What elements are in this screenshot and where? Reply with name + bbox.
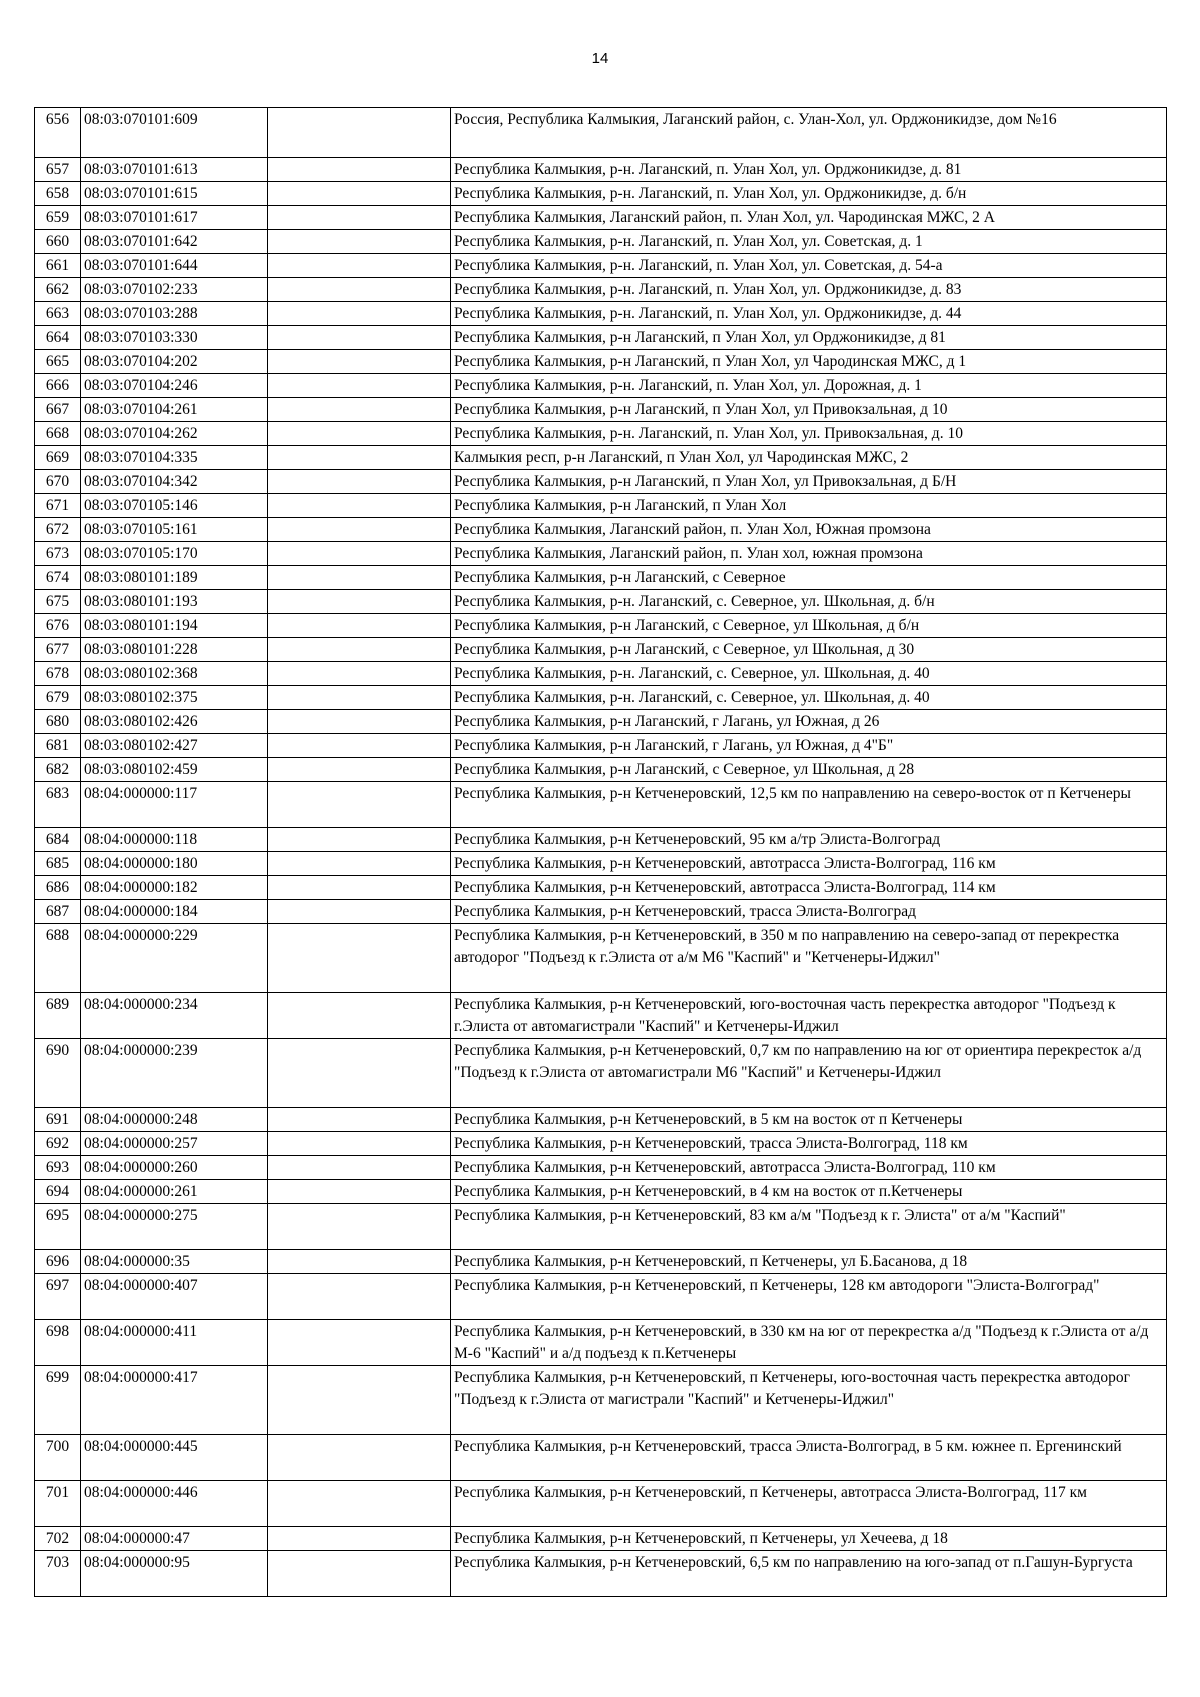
row-number-cell: 684 <box>35 828 81 852</box>
table-row <box>35 374 1167 398</box>
table-row <box>35 158 1167 182</box>
table-row <box>35 446 1167 470</box>
address-cell: Республика Калмыкия, р-н. Лаганский, с. Северное, ул. Школьная, д. б/н <box>451 590 1167 614</box>
cadastral-number-cell: 08:03:070104:202 <box>81 350 268 374</box>
table-row <box>35 686 1167 710</box>
cadastral-number-cell: 08:03:070101:615 <box>81 182 268 206</box>
cadastral-number-cell: 08:03:080102:426 <box>81 710 268 734</box>
address-cell: Республика Калмыкия, р-н Лаганский, п Улан Хол, ул Орджоникидзе, д 81 <box>451 326 1167 350</box>
row-number-cell: 683 <box>35 782 81 828</box>
address-cell: Республика Калмыкия, р-н Кетченеровский, п Кетченеры, ул Б.Басанова, д 18 <box>451 1250 1167 1274</box>
table-row <box>35 1274 1167 1320</box>
address-cell: Республика Калмыкия, р-н Кетченеровский, трасса Элиста-Волгоград <box>451 900 1167 924</box>
row-number-cell: 688 <box>35 924 81 993</box>
cadastral-number-cell: 08:04:000000:180 <box>81 852 268 876</box>
empty-cell <box>268 876 451 900</box>
table-row <box>35 1039 1167 1108</box>
table-row <box>35 852 1167 876</box>
cadastral-number-cell: 08:04:000000:445 <box>81 1435 268 1481</box>
cadastral-number-cell: 08:03:080102:459 <box>81 758 268 782</box>
table-row <box>35 326 1167 350</box>
empty-cell <box>268 326 451 350</box>
row-number-cell: 686 <box>35 876 81 900</box>
table-row <box>35 828 1167 852</box>
row-number-cell: 663 <box>35 302 81 326</box>
row-number-cell: 703 <box>35 1551 81 1597</box>
row-number-cell: 689 <box>35 993 81 1039</box>
cadastral-number-cell: 08:03:080102:368 <box>81 662 268 686</box>
table-row <box>35 398 1167 422</box>
cadastral-number-cell: 08:03:070105:161 <box>81 518 268 542</box>
address-cell: Республика Калмыкия, р-н. Лаганский, п. Улан Хол, ул. Орджоникидзе, д. б/н <box>451 182 1167 206</box>
empty-cell <box>268 1108 451 1132</box>
row-number-cell: 657 <box>35 158 81 182</box>
cadastral-number-cell: 08:03:070105:146 <box>81 494 268 518</box>
empty-cell <box>268 350 451 374</box>
table-row <box>35 1435 1167 1481</box>
table-row <box>35 876 1167 900</box>
address-cell: Республика Калмыкия, р-н. Лаганский, с. Северное, ул. Школьная, д. 40 <box>451 662 1167 686</box>
cadastral-number-cell: 08:03:080101:194 <box>81 614 268 638</box>
address-cell: Республика Калмыкия, Лаганский район, п. Улан хол, южная промзона <box>451 542 1167 566</box>
address-cell: Республика Калмыкия, р-н Кетченеровский, п Кетченеры, 128 км автодороги "Элиста-Волгоград" <box>451 1274 1167 1320</box>
empty-cell <box>268 734 451 758</box>
address-cell: Республика Калмыкия, р-н Лаганский, с Северное, ул Школьная, д 30 <box>451 638 1167 662</box>
cadastral-number-cell: 08:03:070101:644 <box>81 254 268 278</box>
row-number-cell: 675 <box>35 590 81 614</box>
cadastral-number-cell: 08:04:000000:417 <box>81 1366 268 1435</box>
empty-cell <box>268 108 451 158</box>
cadastral-number-cell: 08:03:080101:189 <box>81 566 268 590</box>
empty-cell <box>268 542 451 566</box>
table-row <box>35 590 1167 614</box>
row-number-cell: 702 <box>35 1527 81 1551</box>
address-cell: Республика Калмыкия, р-н Кетченеровский, 6,5 км по направлению на юго-запад от п.Гашун-Бургуста <box>451 1551 1167 1597</box>
cadastral-number-cell: 08:04:000000:35 <box>81 1250 268 1274</box>
row-number-cell: 691 <box>35 1108 81 1132</box>
cadastral-number-cell: 08:04:000000:229 <box>81 924 268 993</box>
address-cell: Калмыкия респ, р-н Лаганский, п Улан Хол, ул Чародинская МЖС, 2 <box>451 446 1167 470</box>
empty-cell <box>268 1527 451 1551</box>
table-row <box>35 638 1167 662</box>
table-row <box>35 1180 1167 1204</box>
row-number-cell: 679 <box>35 686 81 710</box>
empty-cell <box>268 1320 451 1366</box>
cadastral-number-cell: 08:03:070104:342 <box>81 470 268 494</box>
row-number-cell: 672 <box>35 518 81 542</box>
cadastral-number-cell: 08:03:080101:193 <box>81 590 268 614</box>
row-number-cell: 700 <box>35 1435 81 1481</box>
table-row <box>35 518 1167 542</box>
cadastral-number-cell: 08:03:070105:170 <box>81 542 268 566</box>
cadastral-number-cell: 08:04:000000:275 <box>81 1204 268 1250</box>
table-row <box>35 614 1167 638</box>
cadastral-number-cell: 08:03:070104:262 <box>81 422 268 446</box>
empty-cell <box>268 662 451 686</box>
table-row <box>35 782 1167 828</box>
address-cell: Республика Калмыкия, р-н Кетченеровский, п Кетченеры, ул Хечеева, д 18 <box>451 1527 1167 1551</box>
row-number-cell: 701 <box>35 1481 81 1527</box>
cadastral-number-cell: 08:03:070104:335 <box>81 446 268 470</box>
cadastral-number-cell: 08:03:070103:288 <box>81 302 268 326</box>
empty-cell <box>268 254 451 278</box>
address-cell: Республика Калмыкия, р-н Кетченеровский, п Кетченеры, автотрасса Элиста-Волгоград, 117 км <box>451 1481 1167 1527</box>
empty-cell <box>268 422 451 446</box>
row-number-cell: 680 <box>35 710 81 734</box>
table-row <box>35 182 1167 206</box>
cadastral-number-cell: 08:03:070104:261 <box>81 398 268 422</box>
address-cell: Республика Калмыкия, р-н Лаганский, п Улан Хол, ул Привокзальная, д Б/Н <box>451 470 1167 494</box>
address-cell: Республика Калмыкия, р-н Лаганский, г Лагань, ул Южная, д 4"Б" <box>451 734 1167 758</box>
address-cell: Республика Калмыкия, р-н Кетченеровский, юго-восточная часть перекрестка автодорог "Подъезд к г.Элиста от автомагистрали "Каспий" и Кетченеры-Иджил <box>451 993 1167 1039</box>
row-number-cell: 662 <box>35 278 81 302</box>
table-row <box>35 1204 1167 1250</box>
row-number-cell: 685 <box>35 852 81 876</box>
table-row <box>35 1481 1167 1527</box>
empty-cell <box>268 446 451 470</box>
address-cell: Республика Калмыкия, р-н. Лаганский, п. Улан Хол, ул. Советская, д. 1 <box>451 230 1167 254</box>
row-number-cell: 687 <box>35 900 81 924</box>
row-number-cell: 666 <box>35 374 81 398</box>
cadastral-number-cell: 08:03:070101:642 <box>81 230 268 254</box>
row-number-cell: 670 <box>35 470 81 494</box>
row-number-cell: 660 <box>35 230 81 254</box>
address-cell: Республика Калмыкия, р-н Кетченеровский, п Кетченеры, юго-восточная часть перекрестка автодорог "Подъезд к г.Элиста от магистрали "Каспий" и Кетченеры-Иджил" <box>451 1366 1167 1435</box>
table-row <box>35 494 1167 518</box>
empty-cell <box>268 230 451 254</box>
table-row <box>35 924 1167 993</box>
table-row <box>35 993 1167 1039</box>
empty-cell <box>268 1204 451 1250</box>
row-number-cell: 665 <box>35 350 81 374</box>
address-cell: Республика Калмыкия, р-н Кетченеровский, трасса Элиста-Волгоград, 118 км <box>451 1132 1167 1156</box>
empty-cell <box>268 1132 451 1156</box>
address-cell: Республика Калмыкия, Лаганский район, п. Улан Хол, ул. Чародинская МЖС, 2 А <box>451 206 1167 230</box>
address-cell: Республика Калмыкия, р-н Кетченеровский, 95 км а/тр Элиста-Волгоград <box>451 828 1167 852</box>
address-cell: Республика Калмыкия, р-н Кетченеровский, в 4 км на восток от п.Кетченеры <box>451 1180 1167 1204</box>
table-row <box>35 230 1167 254</box>
address-cell: Республика Калмыкия, р-н. Лаганский, п. Улан Хол, ул. Орджоникидзе, д. 83 <box>451 278 1167 302</box>
address-cell: Республика Калмыкия, р-н Кетченеровский, автотрасса Элиста-Волгоград, 110 км <box>451 1156 1167 1180</box>
empty-cell <box>268 374 451 398</box>
address-cell: Республика Калмыкия, р-н. Лаганский, п. Улан Хол, ул. Дорожная, д. 1 <box>451 374 1167 398</box>
empty-cell <box>268 158 451 182</box>
cadastral-number-cell: 08:03:080102:427 <box>81 734 268 758</box>
cadastral-number-cell: 08:04:000000:260 <box>81 1156 268 1180</box>
cadastral-number-cell: 08:03:070101:617 <box>81 206 268 230</box>
empty-cell <box>268 1156 451 1180</box>
empty-cell <box>268 1274 451 1320</box>
cadastral-number-cell: 08:03:070102:233 <box>81 278 268 302</box>
cadastral-number-cell: 08:04:000000:184 <box>81 900 268 924</box>
address-cell: Республика Калмыкия, р-н Лаганский, г Лагань, ул Южная, д 26 <box>451 710 1167 734</box>
empty-cell <box>268 638 451 662</box>
table-row <box>35 1527 1167 1551</box>
address-cell: Республика Калмыкия, р-н Кетченеровский, в 330 км на юг от перекрестка а/д "Подъезд к г.Элиста от а/д М-6 "Каспий" и а/д подъезд к п.Кетченеры <box>451 1320 1167 1366</box>
empty-cell <box>268 686 451 710</box>
empty-cell <box>268 852 451 876</box>
address-cell: Республика Калмыкия, р-н. Лаганский, с. Северное, ул. Школьная, д. 40 <box>451 686 1167 710</box>
empty-cell <box>268 1366 451 1435</box>
address-cell: Республика Калмыкия, р-н Кетченеровский, трасса Элиста-Волгоград, в 5 км. южнее п. Ергенинский <box>451 1435 1167 1481</box>
row-number-cell: 671 <box>35 494 81 518</box>
empty-cell <box>268 398 451 422</box>
row-number-cell: 656 <box>35 108 81 158</box>
cadastral-number-cell: 08:04:000000:95 <box>81 1551 268 1597</box>
cadastral-number-cell: 08:04:000000:239 <box>81 1039 268 1108</box>
table-row <box>35 350 1167 374</box>
row-number-cell: 697 <box>35 1274 81 1320</box>
address-cell: Республика Калмыкия, р-н Лаганский, с Северное, ул Школьная, д 28 <box>451 758 1167 782</box>
table-row <box>35 422 1167 446</box>
empty-cell <box>268 206 451 230</box>
table-row <box>35 1320 1167 1366</box>
row-number-cell: 682 <box>35 758 81 782</box>
table-row <box>35 758 1167 782</box>
empty-cell <box>268 1250 451 1274</box>
row-number-cell: 699 <box>35 1366 81 1435</box>
cadastral-number-cell: 08:03:070103:330 <box>81 326 268 350</box>
address-cell: Республика Калмыкия, р-н Кетченеровский, 12,5 км по направлению на северо-восток от п Кетченеры <box>451 782 1167 828</box>
table-row <box>35 470 1167 494</box>
cadastral-number-cell: 08:04:000000:234 <box>81 993 268 1039</box>
empty-cell <box>268 1180 451 1204</box>
table-row <box>35 1250 1167 1274</box>
empty-cell <box>268 302 451 326</box>
address-cell: Республика Калмыкия, Лаганский район, п. Улан Хол, Южная промзона <box>451 518 1167 542</box>
cadastral-number-cell: 08:03:070101:613 <box>81 158 268 182</box>
row-number-cell: 696 <box>35 1250 81 1274</box>
address-cell: Республика Калмыкия, р-н Лаганский, с Северное <box>451 566 1167 590</box>
table-row <box>35 1551 1167 1597</box>
row-number-cell: 664 <box>35 326 81 350</box>
row-number-cell: 667 <box>35 398 81 422</box>
address-cell: Республика Калмыкия, р-н Лаганский, с Северное, ул Школьная, д б/н <box>451 614 1167 638</box>
row-number-cell: 658 <box>35 182 81 206</box>
table-row <box>35 566 1167 590</box>
empty-cell <box>268 900 451 924</box>
cadastral-number-cell: 08:04:000000:411 <box>81 1320 268 1366</box>
address-cell: Республика Калмыкия, р-н Кетченеровский, в 350 м по направлению на северо-запад от перекрестка автодорог "Подъезд к г.Элиста от а/м М6 "Каспий" и "Кетченеры-Иджил" <box>451 924 1167 993</box>
table-row <box>35 206 1167 230</box>
empty-cell <box>268 566 451 590</box>
row-number-cell: 669 <box>35 446 81 470</box>
row-number-cell: 676 <box>35 614 81 638</box>
table-row <box>35 542 1167 566</box>
empty-cell <box>268 590 451 614</box>
empty-cell <box>268 758 451 782</box>
table-row <box>35 108 1167 158</box>
cadastral-number-cell: 08:04:000000:261 <box>81 1180 268 1204</box>
empty-cell <box>268 993 451 1039</box>
table-row <box>35 710 1167 734</box>
table-row <box>35 662 1167 686</box>
row-number-cell: 674 <box>35 566 81 590</box>
table-row <box>35 302 1167 326</box>
row-number-cell: 695 <box>35 1204 81 1250</box>
row-number-cell: 661 <box>35 254 81 278</box>
empty-cell <box>268 494 451 518</box>
cadastral-number-cell: 08:04:000000:446 <box>81 1481 268 1527</box>
empty-cell <box>268 278 451 302</box>
cadastral-number-cell: 08:04:000000:117 <box>81 782 268 828</box>
empty-cell <box>268 614 451 638</box>
table-row <box>35 1366 1167 1435</box>
table-row <box>35 900 1167 924</box>
address-cell: Республика Калмыкия, р-н. Лаганский, п. Улан Хол, ул. Орджоникидзе, д. 44 <box>451 302 1167 326</box>
cadastral-number-cell: 08:04:000000:407 <box>81 1274 268 1320</box>
cadastral-number-cell: 08:04:000000:257 <box>81 1132 268 1156</box>
cadastral-number-cell: 08:04:000000:118 <box>81 828 268 852</box>
row-number-cell: 681 <box>35 734 81 758</box>
row-number-cell: 698 <box>35 1320 81 1366</box>
table-row <box>35 1132 1167 1156</box>
row-number-cell: 677 <box>35 638 81 662</box>
registry-table-body <box>35 108 1167 1597</box>
table-row <box>35 1156 1167 1180</box>
address-cell: Республика Калмыкия, р-н Кетченеровский, в 5 км на восток от п Кетченеры <box>451 1108 1167 1132</box>
empty-cell <box>268 828 451 852</box>
empty-cell <box>268 782 451 828</box>
row-number-cell: 694 <box>35 1180 81 1204</box>
cadastral-number-cell: 08:04:000000:47 <box>81 1527 268 1551</box>
table-row <box>35 278 1167 302</box>
address-cell: Республика Калмыкия, р-н Лаганский, п Улан Хол, ул Привокзальная, д 10 <box>451 398 1167 422</box>
row-number-cell: 668 <box>35 422 81 446</box>
empty-cell <box>268 518 451 542</box>
empty-cell <box>268 1435 451 1481</box>
row-number-cell: 659 <box>35 206 81 230</box>
row-number-cell: 673 <box>35 542 81 566</box>
registry-table <box>34 107 1167 1597</box>
cadastral-number-cell: 08:03:080101:228 <box>81 638 268 662</box>
cadastral-number-cell: 08:03:070101:609 <box>81 108 268 158</box>
cadastral-number-cell: 08:04:000000:248 <box>81 1108 268 1132</box>
address-cell: Республика Калмыкия, р-н Кетченеровский, 83 км а/м "Подъезд к г. Элиста" от а/м "Каспий" <box>451 1204 1167 1250</box>
row-number-cell: 693 <box>35 1156 81 1180</box>
address-cell: Республика Калмыкия, р-н. Лаганский, п. Улан Хол, ул. Советская, д. 54-а <box>451 254 1167 278</box>
cadastral-number-cell: 08:04:000000:182 <box>81 876 268 900</box>
empty-cell <box>268 182 451 206</box>
empty-cell <box>268 924 451 993</box>
empty-cell <box>268 710 451 734</box>
address-cell: Республика Калмыкия, р-н Кетченеровский, 0,7 км по направлению на юг от ориентира перекресток а/д "Подъезд к г.Элиста от автомагистрали М6 "Каспий" и Кетченеры-Иджил <box>451 1039 1167 1108</box>
address-cell: Республика Калмыкия, р-н. Лаганский, п. Улан Хол, ул. Орджоникидзе, д. 81 <box>451 158 1167 182</box>
table-row <box>35 1108 1167 1132</box>
address-cell: Республика Калмыкия, р-н Лаганский, п Улан Хол, ул Чародинская МЖС, д 1 <box>451 350 1167 374</box>
empty-cell <box>268 1551 451 1597</box>
row-number-cell: 690 <box>35 1039 81 1108</box>
empty-cell <box>268 1481 451 1527</box>
table-row <box>35 734 1167 758</box>
row-number-cell: 692 <box>35 1132 81 1156</box>
table-row <box>35 254 1167 278</box>
cadastral-number-cell: 08:03:080102:375 <box>81 686 268 710</box>
empty-cell <box>268 1039 451 1108</box>
address-cell: Республика Калмыкия, р-н Лаганский, п Улан Хол <box>451 494 1167 518</box>
cadastral-number-cell: 08:03:070104:246 <box>81 374 268 398</box>
page-number: 14 <box>591 50 609 67</box>
address-cell: Республика Калмыкия, р-н. Лаганский, п. Улан Хол, ул. Привокзальная, д. 10 <box>451 422 1167 446</box>
address-cell: Россия, Республика Калмыкия, Лаганский район, с. Улан-Хол, ул. Орджоникидзе, дом №16 <box>451 108 1167 158</box>
address-cell: Республика Калмыкия, р-н Кетченеровский, автотрасса Элиста-Волгоград, 116 км <box>451 852 1167 876</box>
address-cell: Республика Калмыкия, р-н Кетченеровский, автотрасса Элиста-Волгоград, 114 км <box>451 876 1167 900</box>
row-number-cell: 678 <box>35 662 81 686</box>
empty-cell <box>268 470 451 494</box>
